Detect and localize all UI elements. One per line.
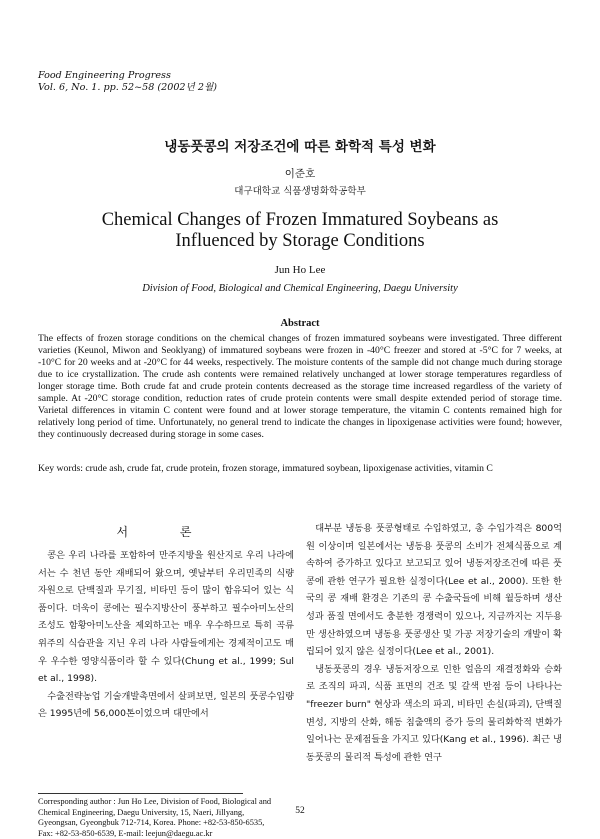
paragraph: 콩은 우리 나라를 포함하여 만주지방을 원산지로 우리 나라에서는 수 천년 동안 재배되어 왔으며, 옛날부터 우리민족의 식량자원으로 단백질과 무기질, 비타민 등이 많이 함유되어 있는 식품이다. 더욱이 콩에는 필수지방산이 풍부하고 필수아미노산의 조성도 함황아미노산을 제외하고는 매우 우수하므로 특히 곡류위주의 식습관을 지닌 우리 나라 사람들에게는 경제적이고도 매우 우수한 영양식품이라 할 수 있다(Chung et al., 1999; Sul et al., 1998). [38, 550, 294, 685]
paragraph: 대부분 냉동용 풋콩형태로 수입하였고, 총 수입가격은 800억 원 이상이며 일본에서는 냉동용 풋콩의 소비가 전체식품으로 계속하여 증가하고 있다고 보고되고 있어 냉동저장조건에 따른 풋콩에 관한 연구가 필요한 실정이다(Lee et al., 2000). 또한 한국의 콩 재배 환경은 기존의 콩 수출국들에 비해 월등하며 생산성과 품질 면에서도 충분한 경쟁력이 있으나, 지금까지는 지두용만 생산하였으며 냉동용 풋콩생산 및 가공 저장기술의 개발이 확립되어 있지 않은 실정이다(Lee et al., 2001). [306, 523, 562, 658]
journal-volume: Vol. 6, No. 1. pp. 52~58 (2002년 2월) [38, 81, 217, 93]
abstract-body: The effects of frozen storage conditions on the chemical changes of frozen immatured soybeans were investigated. Three different varieties (Keunol, Miwon and Seoklyang) of immatured soybeans were frozen in -40°C freezer and stored at -5°C for 7 weeks, at -10°C for 20 weeks and at -20°C for 44 weeks, respectively. The moisture contents of the sample did not change much during storage due to ice crystallization. The crude ash contents were remained relatively unchanged at lower storage temperatures regardless of longer storage time. Both crude fat and crude protein contents decreased as the storage time increased regardless of the variety of sample. At -20°C storage condition, reduction rates of crude protein contents were small despite extended period of storage time. Varietal differences in vitamin C content were found and at lower storage temperature, the vitamin C contents remained high for relatively long period of time. Unfortunately, no general trend to indicate the changes in lipoxigenase activities were found; however, they continuously decreased during storage in some cases. [38, 333, 562, 440]
english-title: Chemical Changes of Frozen Immatured Soybeans as Influenced by Storage Conditions [101, 210, 499, 251]
abstract-heading: Abstract [280, 318, 320, 329]
english-affiliation: Division of Food, Biological and Chemical Engineering, Daegu University [142, 283, 458, 294]
left-column [38, 547, 294, 723]
footnote-divider [38, 793, 243, 794]
korean-author: 이준호 [284, 168, 316, 180]
right-column [306, 520, 562, 766]
section-title-introduction: 서 론 [116, 525, 216, 539]
corresponding-author-footnote: Corresponding author : Jun Ho Lee, Division of Food, Biological and Chemical Engineering, Daegu University, 15, Naeri, Jillyang, Gyeongsan, Gyeongbuk 712-714, Korea. Phone: +82-53-850-6535, Fax: +82-53-850-6539, E-mail: leejun@daegu.ac.kr [38, 797, 272, 838]
paragraph: 냉동풋콩의 경우 냉동저장으로 인한 얼음의 재결정화와 승화로 조직의 파괴, 식품 표면의 건조 및 갈색 반점 등이 나타나는 "freezer burn" 현상과 색소의 파괴, 비타민 손실(파괴), 단백질 변성, 지방의 산화, 해동 침출액의 증가 등의 물리화학적 변화가 일어나는 문제점들을 가지고 있다(Kang et al., 1996). 최근 냉동풋콩의 물리적 특성에 관한 연구 [306, 663, 562, 763]
english-author: Jun Ho Lee [274, 264, 326, 276]
journal-name: Food Engineering Progress [38, 70, 171, 81]
page-number: 52 [295, 806, 305, 816]
journal-header [38, 70, 217, 93]
korean-affiliation: 대구대학교 식품생명화학공학부 [234, 186, 366, 197]
keywords: Key words: crude ash, crude fat, crude protein, frozen storage, immatured soybean, lipoxigenase activities, vitamin C [38, 463, 493, 474]
paragraph: 수출전략농업 기술개발촉면에서 살펴보면, 일본의 풋콩수입량은 1995년에 56,000톤이었으며 대만에서 [38, 690, 294, 720]
korean-title: 냉동풋콩의 저장조건에 따른 화학적 특성 변화 [164, 139, 436, 155]
